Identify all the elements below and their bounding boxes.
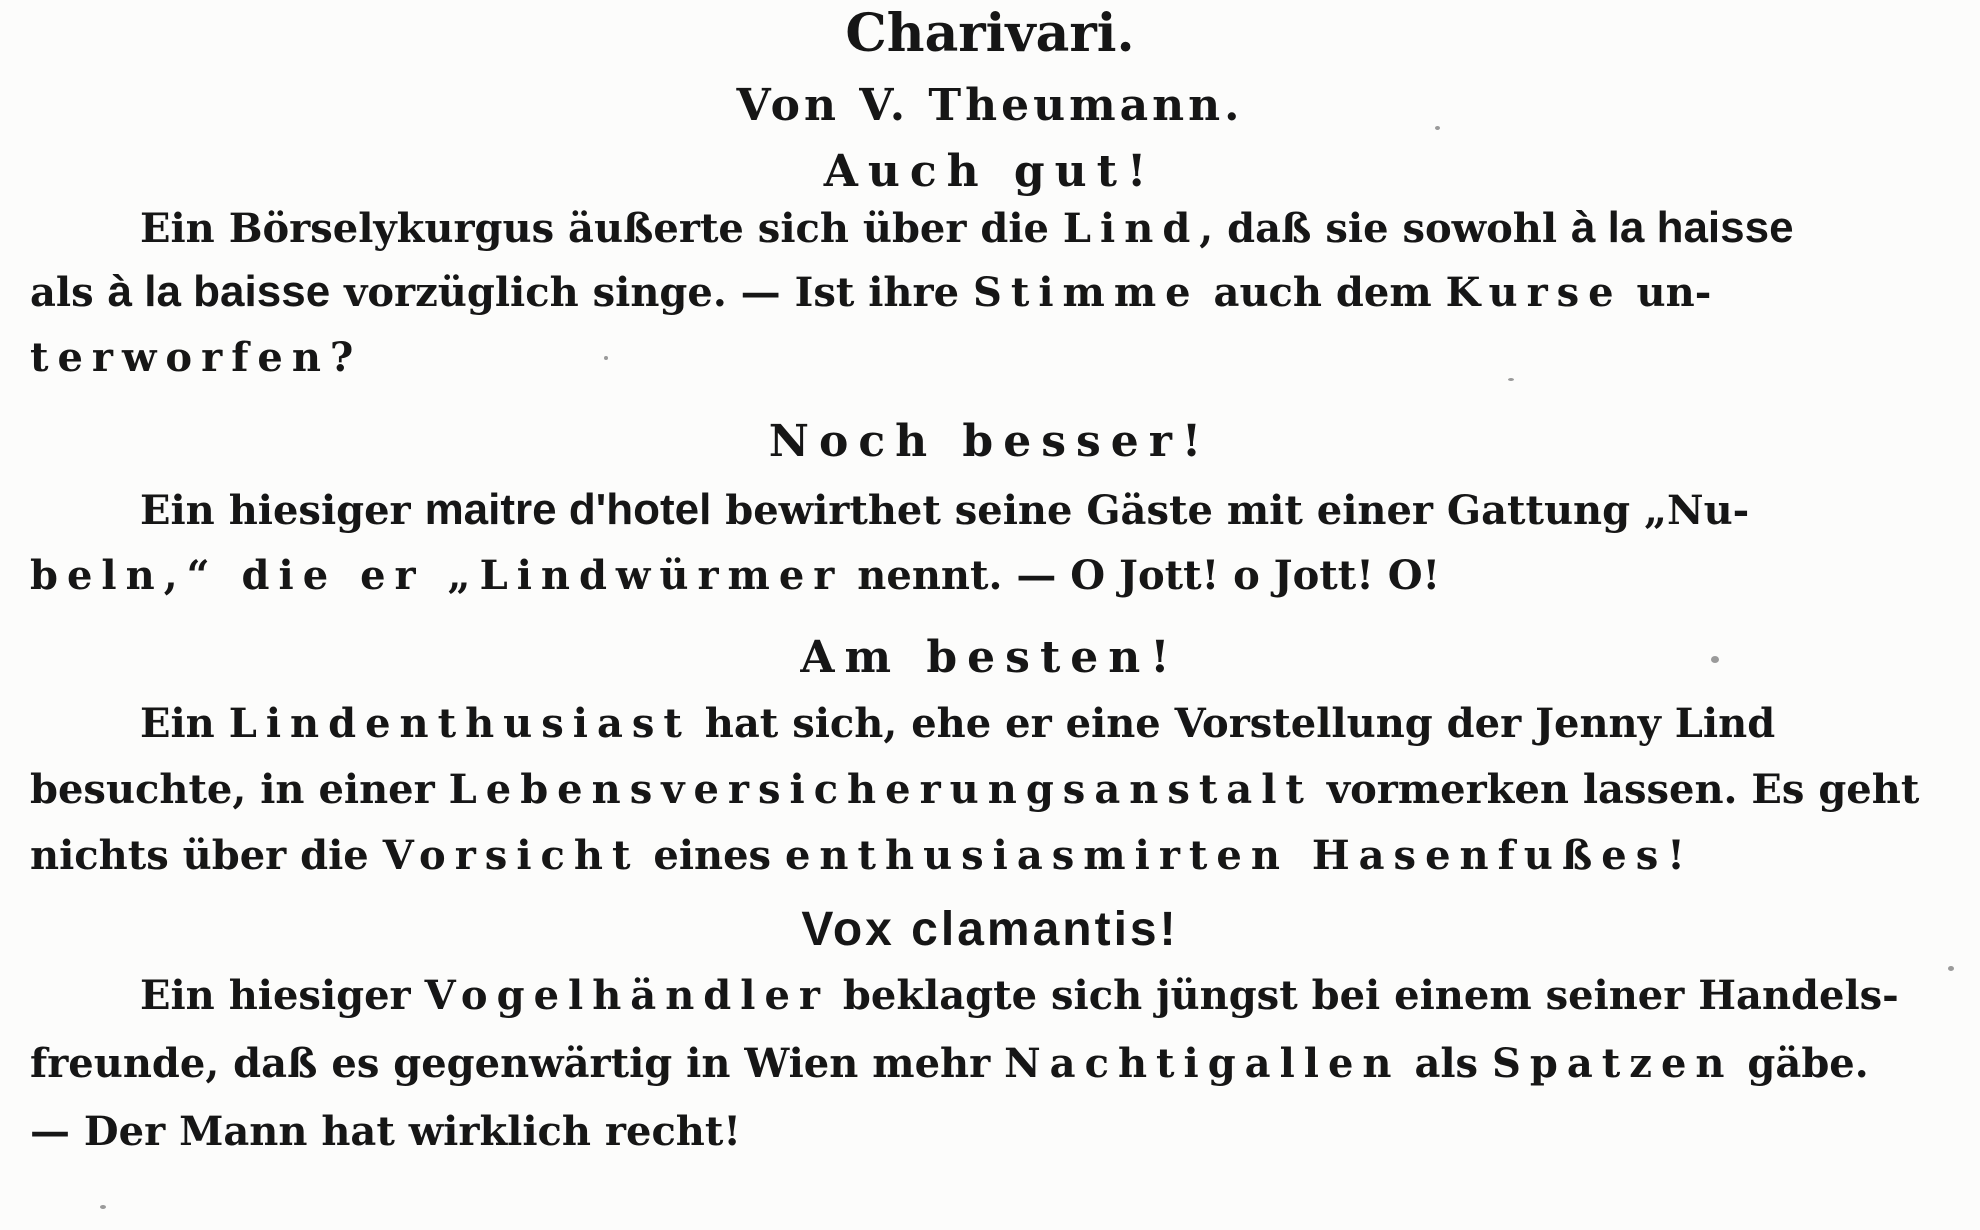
paragraph-line (30, 552, 1441, 599)
paragraph-line (30, 832, 1685, 879)
text-run: auch dem (1199, 269, 1446, 316)
scan-speck (1435, 126, 1440, 130)
latin-phrase: maitre d'hotel (424, 485, 712, 534)
emphasis-text: Stimme (972, 269, 1200, 316)
latin-phrase: à la baisse (107, 267, 331, 316)
text-run: bewirthet seine Gäste mit einer Gattung „Nu- (711, 487, 1750, 534)
text-run: ! (1667, 832, 1685, 879)
emphasis-text: Lindwürmer (479, 552, 844, 599)
scan-speck (1508, 378, 1514, 381)
paragraph-line (30, 1040, 1869, 1087)
paragraph-line (30, 766, 1920, 813)
emphasis-text: Lind (1062, 205, 1200, 252)
paragraph-line (140, 485, 1750, 534)
emphasis-text: Vogelhändler (424, 972, 829, 1019)
text-run: eines (639, 832, 785, 879)
text-run: vorzüglich singe. — Ist ihre (330, 269, 973, 316)
scan-speck (1948, 966, 1954, 971)
text-run: gäbe. (1733, 1040, 1869, 1087)
text-run: als (30, 269, 108, 316)
text-run: besuchte, in einer (30, 766, 449, 813)
text-run: als (1400, 1040, 1492, 1087)
text-run: hat sich, ehe er eine Vorstellung der Jenny Lind (690, 700, 1776, 747)
text-run: , daß sie sowohl (1199, 205, 1571, 252)
text-run: Ein Börselykurgus äußerte sich über die (140, 205, 1063, 252)
text-run: nichts über die (30, 832, 383, 879)
paragraph-line: terworfen? (30, 334, 363, 381)
paragraph-line (140, 203, 1794, 252)
emphasis-text: Spatzen (1492, 1040, 1734, 1087)
text-run: vormerken lassen. Es geht (1312, 766, 1920, 813)
paragraph-line: — Der Mann hat wirklich recht! (30, 1108, 741, 1155)
text-run: nennt. — O Jott! o Jott! O! (843, 552, 1441, 599)
emphasis-text: Kurse (1445, 269, 1623, 316)
latin-phrase: à la haisse (1570, 203, 1794, 252)
text-run: Ein (140, 700, 229, 747)
section-heading-noch-besser: Noch besser! (768, 416, 1212, 467)
emphasis-text: enthusiasmirten Hasenfußes (784, 832, 1668, 879)
text-run: beln,“ die er „ (30, 552, 480, 599)
article-byline: Von V. Theumann. (736, 80, 1244, 131)
emphasis-text: Vorsicht (382, 832, 640, 879)
emphasis-text: Nachtigallen (1004, 1040, 1401, 1087)
text-run: Ein hiesiger (140, 972, 425, 1019)
text-run: beklagte sich jüngst bei einem seiner Handels- (829, 972, 1899, 1019)
text-run: Ein hiesiger (140, 487, 425, 534)
paragraph-line (140, 972, 1899, 1019)
text-run: un- (1622, 269, 1712, 316)
emphasis-text: Lindenthusiast (228, 700, 691, 747)
section-heading-am-besten: Am besten! (800, 632, 1180, 683)
scan-speck (1711, 656, 1719, 663)
scan-speck (604, 356, 608, 360)
paragraph-line (30, 267, 1712, 316)
section-heading-auch-gut: Auch gut! (823, 146, 1157, 197)
section-heading-vox-clamantis: Vox clamantis! (801, 903, 1179, 956)
text-run: freunde, daß es gegenwärtig in Wien mehr (30, 1040, 1005, 1087)
paragraph-line (140, 700, 1776, 747)
emphasis-text: Lebensversicherungsanstalt (448, 766, 1313, 813)
scan-speck (100, 1205, 106, 1209)
article-title: Charivari. (845, 3, 1135, 64)
